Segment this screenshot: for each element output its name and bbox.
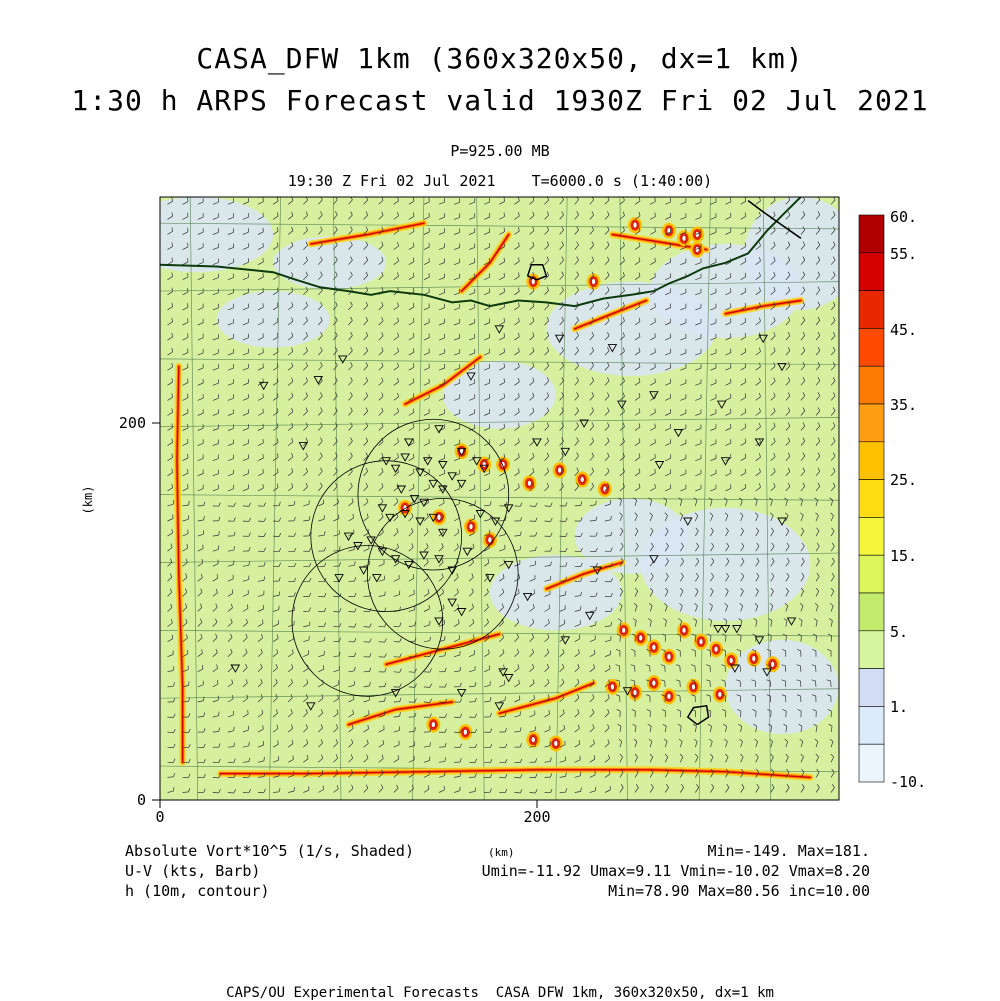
wind-barb-staff xyxy=(318,596,324,597)
colorbar-label: 15. xyxy=(890,547,917,565)
colorbar-segment xyxy=(859,593,884,631)
wind-barb-staff xyxy=(619,681,620,687)
legend-field-height: h (10m, contour) xyxy=(125,882,270,900)
wind-barb-staff xyxy=(755,681,756,687)
wind-barb-staff xyxy=(560,536,566,537)
wind-barb-staff xyxy=(816,636,817,642)
wind-barb-flag xyxy=(263,228,264,232)
vorticity-cell-center xyxy=(771,661,775,667)
wind-barb-flag xyxy=(263,318,264,322)
wind-barb-flag xyxy=(263,454,264,458)
wind-barb-staff xyxy=(831,666,832,672)
x-axis-label: (km) xyxy=(488,846,515,859)
wind-barb-staff xyxy=(243,521,249,522)
legend-stats-wind: Umin=-11.92 Umax=9.11 Vmin=-10.02 Vmax=8.20 xyxy=(482,862,870,880)
wind-barb-flag xyxy=(263,439,264,443)
wind-barb-staff xyxy=(303,581,309,582)
colorbar-label: 45. xyxy=(890,321,917,339)
colorbar-label: 5. xyxy=(890,623,908,641)
wind-barb-staff xyxy=(213,777,219,778)
wind-barb-staff xyxy=(499,762,505,763)
chart-title-line-2: 1:30 h ARPS Forecast valid 1930Z Fri 02 Jul 2021 xyxy=(0,84,1000,117)
wind-barb-staff xyxy=(258,536,264,537)
colorbar-segment xyxy=(859,404,884,442)
wind-barb-flag xyxy=(264,757,265,761)
wind-barb-staff xyxy=(424,687,430,688)
wind-barb-staff xyxy=(801,636,802,642)
wind-barb-staff xyxy=(394,657,400,658)
wind-barb-staff xyxy=(575,551,581,552)
wind-barb-staff xyxy=(409,687,415,688)
x-tick-label-0: 0 xyxy=(155,808,164,826)
wind-barb-flag xyxy=(263,273,264,277)
colorbar-segment xyxy=(859,706,884,744)
vorticity-cell-center xyxy=(527,480,531,486)
wind-barb-staff xyxy=(740,666,741,672)
wind-barb-staff xyxy=(484,762,490,763)
wind-barb-flag xyxy=(263,288,264,292)
wind-barb-staff xyxy=(710,681,711,687)
wind-barb-staff xyxy=(770,681,771,687)
wind-barb-staff xyxy=(726,636,727,642)
wind-barb-staff xyxy=(800,666,801,672)
wind-barb-staff xyxy=(680,636,681,642)
wind-barb-staff xyxy=(228,793,234,794)
wind-barb-staff xyxy=(258,521,264,522)
wind-barb-staff xyxy=(183,747,189,748)
wind-barb-staff xyxy=(318,581,324,582)
vorticity-cell-center xyxy=(463,729,467,735)
colorbar-segment xyxy=(859,744,884,782)
wind-barb-staff xyxy=(273,551,279,552)
colorbar-label: 35. xyxy=(890,396,917,414)
x-tick-label-200: 200 xyxy=(523,808,550,826)
wind-barb-staff xyxy=(379,642,385,643)
colorbar-segment xyxy=(859,480,884,518)
vorticity-cell-center xyxy=(610,684,614,690)
wind-barb-staff xyxy=(755,666,756,672)
vorticity-cell-center xyxy=(699,639,703,645)
wind-barb-flag xyxy=(263,243,264,247)
wind-barb-staff xyxy=(454,732,460,733)
wind-barb-staff xyxy=(831,636,832,642)
y-axis-label: (km) xyxy=(81,486,95,515)
wind-barb-flag xyxy=(263,409,264,413)
wind-barb-staff xyxy=(695,681,696,687)
vorticity-cell-center xyxy=(682,627,686,633)
colorbar xyxy=(859,208,926,791)
wind-barb-staff xyxy=(560,521,566,522)
vorticity-cell-center xyxy=(554,740,558,746)
wind-barb-flag xyxy=(263,469,264,473)
wind-barb-staff xyxy=(424,702,430,703)
valid-time-label: 19:30 Z Fri 02 Jul 2021 T=6000.0 s (1:40:00) xyxy=(0,172,1000,190)
colorbar-segment xyxy=(859,669,884,707)
wind-barb-flag xyxy=(263,303,264,307)
wind-barb-staff xyxy=(650,681,651,687)
wind-barb-staff xyxy=(349,612,355,613)
colorbar-segment xyxy=(859,555,884,593)
wind-barb-staff xyxy=(349,627,355,628)
wind-barb-staff xyxy=(816,666,817,672)
colorbar-segment xyxy=(859,291,884,329)
county-line xyxy=(842,197,853,800)
colorbar-label: 1. xyxy=(890,698,908,716)
vorticity-cell-center xyxy=(531,737,535,743)
wind-barb-staff xyxy=(303,566,309,567)
vorticity-cell-center xyxy=(714,646,718,652)
wind-barb-flag xyxy=(263,484,264,488)
wind-barb-staff xyxy=(785,681,786,687)
wind-barb-staff xyxy=(379,657,385,658)
wind-barb-flag xyxy=(219,712,220,716)
vorticity-cell-center xyxy=(633,690,637,696)
wind-barb-staff xyxy=(484,747,490,748)
vorticity-cell-center xyxy=(580,477,584,483)
wind-barb-staff xyxy=(725,681,726,687)
wind-barb-staff xyxy=(228,506,234,507)
legend-stats-vorticity: Min=-149. Max=181. xyxy=(707,842,870,860)
colorbar-segment xyxy=(859,631,884,669)
wind-barb-flag xyxy=(279,772,280,776)
wind-barb-staff xyxy=(288,551,294,552)
colorbar-segment xyxy=(859,215,884,253)
wind-barb-staff xyxy=(740,681,741,687)
wind-barb-flag xyxy=(234,727,235,731)
colorbar-label: 60. xyxy=(890,208,917,226)
wind-barb-staff xyxy=(530,793,536,794)
colorbar-segment xyxy=(859,366,884,404)
vorticity-cell-center xyxy=(652,680,656,686)
wind-barb-flag xyxy=(263,333,264,337)
chart-title-line-1: CASA_DFW 1km (360x320x50, dx=1 km) xyxy=(0,42,1000,75)
vorticity-cell-center xyxy=(633,222,637,228)
colorbar-label: 25. xyxy=(890,471,917,489)
footer-credit: CAPS/OU Experimental Forecasts CASA DFW 1km, 360x320x50, dx=1 km xyxy=(0,985,1000,1001)
legend-stats-height: Min=78.90 Max=80.56 inc=10.00 xyxy=(608,882,870,900)
wind-barb-staff xyxy=(665,666,666,672)
vorticity-cell-center xyxy=(469,524,473,530)
vorticity-cell-center xyxy=(652,644,656,650)
wind-barb-staff xyxy=(394,672,400,673)
wind-barb-flag xyxy=(520,546,521,550)
colorbar-label: 55. xyxy=(890,245,917,263)
wind-barb-staff xyxy=(816,681,817,687)
wind-barb-flag xyxy=(596,621,597,625)
vorticity-cell-center xyxy=(729,658,733,664)
vorticity-cell-center xyxy=(488,537,492,543)
wind-barb-staff xyxy=(831,681,832,687)
wind-barb-flag xyxy=(263,213,264,217)
wind-barb-staff xyxy=(741,636,742,642)
colorbar-segment xyxy=(859,517,884,555)
wind-barb-flag xyxy=(490,516,491,520)
wind-barb-staff xyxy=(665,636,666,642)
wind-barb-staff xyxy=(665,681,666,687)
vorticity-cell-center xyxy=(667,693,671,699)
wind-barb-flag xyxy=(204,697,205,701)
wind-barb-flag xyxy=(173,666,174,670)
wind-barb-flag xyxy=(581,606,582,610)
legend-field-vorticity: Absolute Vort*10^5 (1/s, Shaded) xyxy=(125,842,414,860)
y-tick-label-200: 200 xyxy=(119,414,146,432)
wind-barb-staff xyxy=(650,666,651,672)
wind-barb-staff xyxy=(545,506,551,507)
wind-barb-staff xyxy=(454,717,460,718)
vorticity-cell-center xyxy=(437,514,441,520)
vorticity-cell-center xyxy=(639,635,643,641)
wind-barb-staff xyxy=(273,536,279,537)
vorticity-cell-center xyxy=(592,279,596,285)
wind-barb-flag xyxy=(249,742,250,746)
wind-barb-flag xyxy=(189,682,190,686)
vorticity-cell-center xyxy=(718,691,722,697)
wind-barb-flag xyxy=(263,198,264,202)
wind-barb-flag xyxy=(263,394,264,398)
vorticity-cell-center xyxy=(482,461,486,467)
wind-barb-staff xyxy=(409,672,415,673)
wind-barb-staff xyxy=(635,681,636,687)
map-plot-area xyxy=(122,196,857,800)
legend-field-wind: U-V (kts, Barb) xyxy=(125,862,260,880)
wind-barb-flag xyxy=(263,424,264,428)
wind-barb-staff xyxy=(243,506,249,507)
low-vorticity-patch xyxy=(726,640,839,734)
colorbar-segment xyxy=(859,442,884,480)
colorbar-label: -10. xyxy=(890,773,926,791)
colorbar-segment xyxy=(859,328,884,366)
vorticity-cell-center xyxy=(431,722,435,728)
wind-barb-staff xyxy=(590,521,596,522)
vorticity-cell-center xyxy=(667,654,671,660)
vorticity-cell-center xyxy=(558,467,562,473)
wind-barb-staff xyxy=(680,666,681,672)
wind-barb-staff xyxy=(800,681,801,687)
wind-barb-flag xyxy=(263,348,264,352)
wind-barb-staff xyxy=(650,636,651,642)
vorticity-cell-center xyxy=(682,235,686,241)
y-tick-label-0: 0 xyxy=(137,791,146,809)
wind-barb-staff xyxy=(198,762,204,763)
wind-barb-staff xyxy=(605,536,611,537)
vorticity-cell-center xyxy=(603,486,607,492)
wind-barb-staff xyxy=(333,596,339,597)
pressure-level-label: P=925.00 MB xyxy=(0,142,1000,160)
vorticity-cell-center xyxy=(752,656,756,662)
wind-barb-staff xyxy=(499,777,505,778)
wind-barb-flag xyxy=(565,591,566,595)
wind-barb-staff xyxy=(364,627,370,628)
wind-barb-flag xyxy=(263,364,264,368)
wind-barb-flag xyxy=(294,787,295,791)
low-vorticity-patch xyxy=(744,197,857,310)
wind-barb-staff xyxy=(333,612,339,613)
wind-barb-staff xyxy=(680,681,681,687)
wind-barb-staff xyxy=(439,702,445,703)
wind-barb-staff xyxy=(725,666,726,672)
wind-barb-flag xyxy=(263,258,264,262)
wind-barb-staff xyxy=(514,777,520,778)
colorbar-segment xyxy=(859,253,884,291)
vorticity-cell-center xyxy=(622,627,626,633)
wind-barb-staff xyxy=(545,521,551,522)
wind-barb-staff xyxy=(469,732,475,733)
wind-barb-staff xyxy=(469,747,475,748)
